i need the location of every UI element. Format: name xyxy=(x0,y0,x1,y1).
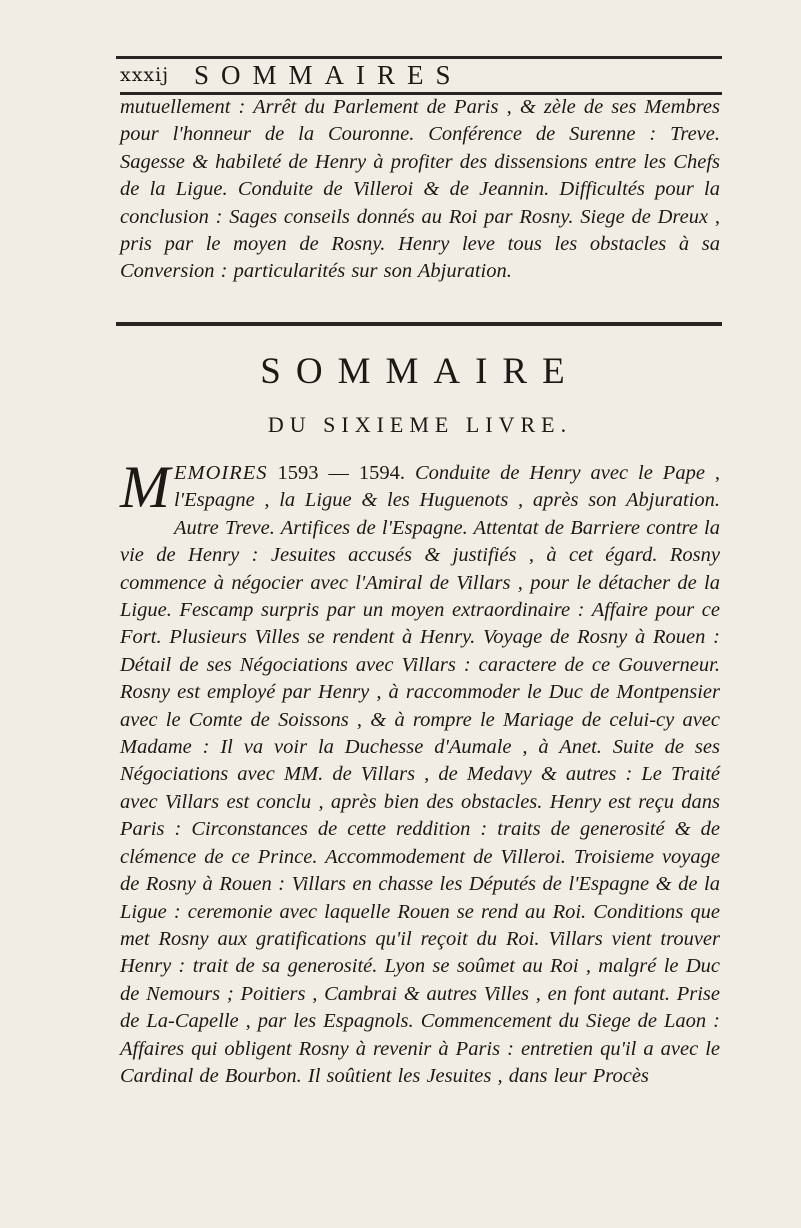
drop-cap-initial: M xyxy=(120,454,170,520)
section-subtitle: DU SIXIEME LIVRE. xyxy=(267,412,573,437)
summary-lead-caps: EMOIRES xyxy=(173,462,268,484)
previous-summary-continuation: mutuellement : Arrêt du Parlement de Paris , & zèle de ses Membres pour l'honneur de la Couronne. Conférence de Surenne : Treve. Sagesse & habileté de Henry à profiter des dissensions entre les Chefs de la Ligue. Conduite de Villeroi & de Jeannin. Difficultés pour la conclusion : Sages conseils donnés au Roi par Rosny. Siege de Dreux , pris par le moyen de Rosny. Henry leve tous les obstacles à sa Conversion : particularités sur son Abjuration. xyxy=(120,96,720,283)
running-title: SOMMAIRES xyxy=(194,60,463,90)
summary-text: Conduite de Henry avec le Pape , l'Espagne , la Ligue & les Huguenots , après son Abjuration. Autre Treve. Artifices de l'Espagne. Attentat de Barriere contre la vie de Henry : Jesuites accusés & justifiés , à cet égard. Rosny commence à négocier avec l'Amiral de Villars , pour le détacher de la Ligue. Fescamp surpris par un moyen extraordinaire : Affaire pour ce Fort. Plusieurs Villes se rendent à Henry. Voyage de Rosny à Rouen : Détail de ses Négociations avec Villars : caractere de ce Gouverneur. Rosny est employé par Henry , à raccommoder le Duc de Montpensier avec le Comte de Soissons , & à rompre le Mariage de celui-cy avec Madame : Il va voir la Duchesse d'Aumale , à Anet. Suite de ses Négociations avec MM. de Villars , de Medavy & autres : Le Traité avec Villars est conclu , après bien des obstacles. Henry est reçu dans Paris : Circonstances de cette reddition : traits de generosité & de clémence de ce Prince. Accommodement de Villeroi. Troisieme voyage de Rosny à Rouen : Villars en chasse les Députés de l'Espagne & de la Ligue : ceremonie avec laquelle Rouen se rend au Roi. Conditions que met Rosny aux gratifications qu'il reçoit du Roi. Villars vient trouver Henry : trait de sa generosité. Lyon se soûmet au Roi , malgré le Duc de Nemours ; Poitiers , Cambrai & autres Villes , en font autant. Prise de La-Capelle , par les Espagnols. Commencement du Siege de Laon : Affaires qui obligent Rosny à revenir à Paris : entretien qu'il a avec le Cardinal de Bourbon. Il soûtient les Jesuites , dans leur Procès xyxy=(120,462,720,1087)
summary-years: 1593 — 1594. xyxy=(277,462,405,484)
section-divider-rule xyxy=(116,322,722,326)
chapter-summary xyxy=(120,454,720,1090)
page-number: xxxij xyxy=(120,64,170,86)
running-head xyxy=(120,62,720,92)
summary-paragraph xyxy=(120,454,720,1090)
section-title: SOMMAIRE xyxy=(260,351,580,392)
header-top-rule xyxy=(116,56,722,59)
